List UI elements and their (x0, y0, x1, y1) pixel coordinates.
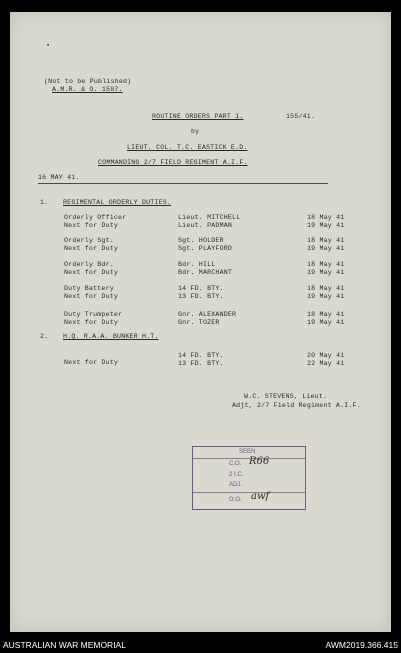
header-rule (38, 183, 328, 184)
section-1-number: 1. (40, 199, 49, 206)
duty-name: Gnr. ALEXANDER (178, 311, 237, 318)
duty-name: 13 FD. BTY. (178, 360, 224, 367)
duty-date: 18 May 41 (307, 237, 345, 244)
duty-role: Orderly Sgt. (64, 237, 114, 244)
stamp-header: SEEN (239, 449, 256, 455)
hole-punch-mark: ▪ (46, 42, 51, 50)
duty-date: 18 May 41 (307, 311, 345, 318)
duty-role: Next for Duty (64, 293, 119, 300)
duty-date: 22 May 41 (307, 360, 345, 367)
duty-date: 19 May 41 (307, 269, 345, 276)
duty-role: Duty Trumpeter (64, 311, 123, 318)
duty-date: 19 May 41 (307, 245, 345, 252)
stamp-divider (193, 492, 305, 493)
duty-role: Next for Duty (64, 245, 119, 252)
reference-number: A.M.R. & O. 1587. (52, 86, 123, 93)
duty-name: Lieut. MITCHELL (178, 214, 241, 221)
order-date: 16 MAY 41. (38, 174, 80, 181)
signature-name: W.C. STEVENS, Lieut. (244, 393, 328, 400)
order-number: 155/41. (286, 113, 316, 120)
duty-name: Sgt. PLAYFORD (178, 245, 233, 252)
duty-date: 18 May 41 (307, 285, 345, 292)
stamp-oo-label: O.O. (229, 497, 242, 503)
duty-role: Next for Duty (64, 269, 119, 276)
not-published-label: (Not to be Published) (44, 78, 132, 85)
duty-role: Next for Duty (64, 222, 119, 229)
stamp-co-label: C.O. (229, 461, 242, 467)
duty-role: Orderly Bdr. (64, 261, 114, 268)
duty-name: Bdr. MARCHANT (178, 269, 233, 276)
duty-name: Lieut. PADMAN (178, 222, 233, 229)
duty-date: 19 May 41 (307, 222, 345, 229)
duty-name: 14 FD. BTY. (178, 285, 224, 292)
section-2-number: 2. (40, 333, 49, 340)
section-2-heading: H.Q. R.A.A. BUNKER H.T. (63, 333, 159, 340)
footer-right: AWM2019.366.415 (325, 640, 398, 650)
stamp-oo-initials: awf (251, 491, 270, 502)
duty-date: 19 May 41 (307, 293, 345, 300)
document-title: ROUTINE ORDERS PART 1. (152, 113, 244, 120)
commanding-officer: LIEUT. COL. T.C. EASTICK E.D. (127, 144, 248, 151)
duty-role: Next for Duty (64, 359, 119, 366)
stamp-co-initials: R66 (249, 456, 270, 467)
duty-date: 18 May 41 (307, 261, 345, 268)
duty-name: Bdr. HILL (178, 261, 216, 268)
duty-date: 18 May 41 (307, 214, 345, 221)
duty-name: Gnr. TOZER (178, 319, 220, 326)
stamp-2ic-label: 2 I.C. (229, 472, 244, 478)
by-label: by (191, 128, 200, 135)
duty-date: 20 May 41 (307, 352, 345, 359)
duty-name: 14 FD. BTY. (178, 352, 224, 359)
section-1-heading: REGIMENTAL ORDERLY DUTIES. (63, 199, 172, 206)
stamp-adjt-label: ADJ. (229, 482, 243, 488)
footer-left: AUSTRALIAN WAR MEMORIAL (3, 640, 126, 650)
seen-stamp (192, 446, 306, 510)
duty-name: 13 FD. BTY. (178, 293, 224, 300)
duty-role: Orderly Officer (64, 214, 127, 221)
duty-role: Next for Duty (64, 319, 119, 326)
duty-name: Sgt. HOLDER (178, 237, 224, 244)
duty-date: 19 May 41 (307, 319, 345, 326)
signature-title: Adjt, 2/7 Field Regiment A.I.F. (232, 402, 361, 409)
duty-role: Duty Battery (64, 285, 114, 292)
commanding-unit: COMMANDING 2/7 FIELD REGIMENT A.I.F. (98, 159, 248, 166)
